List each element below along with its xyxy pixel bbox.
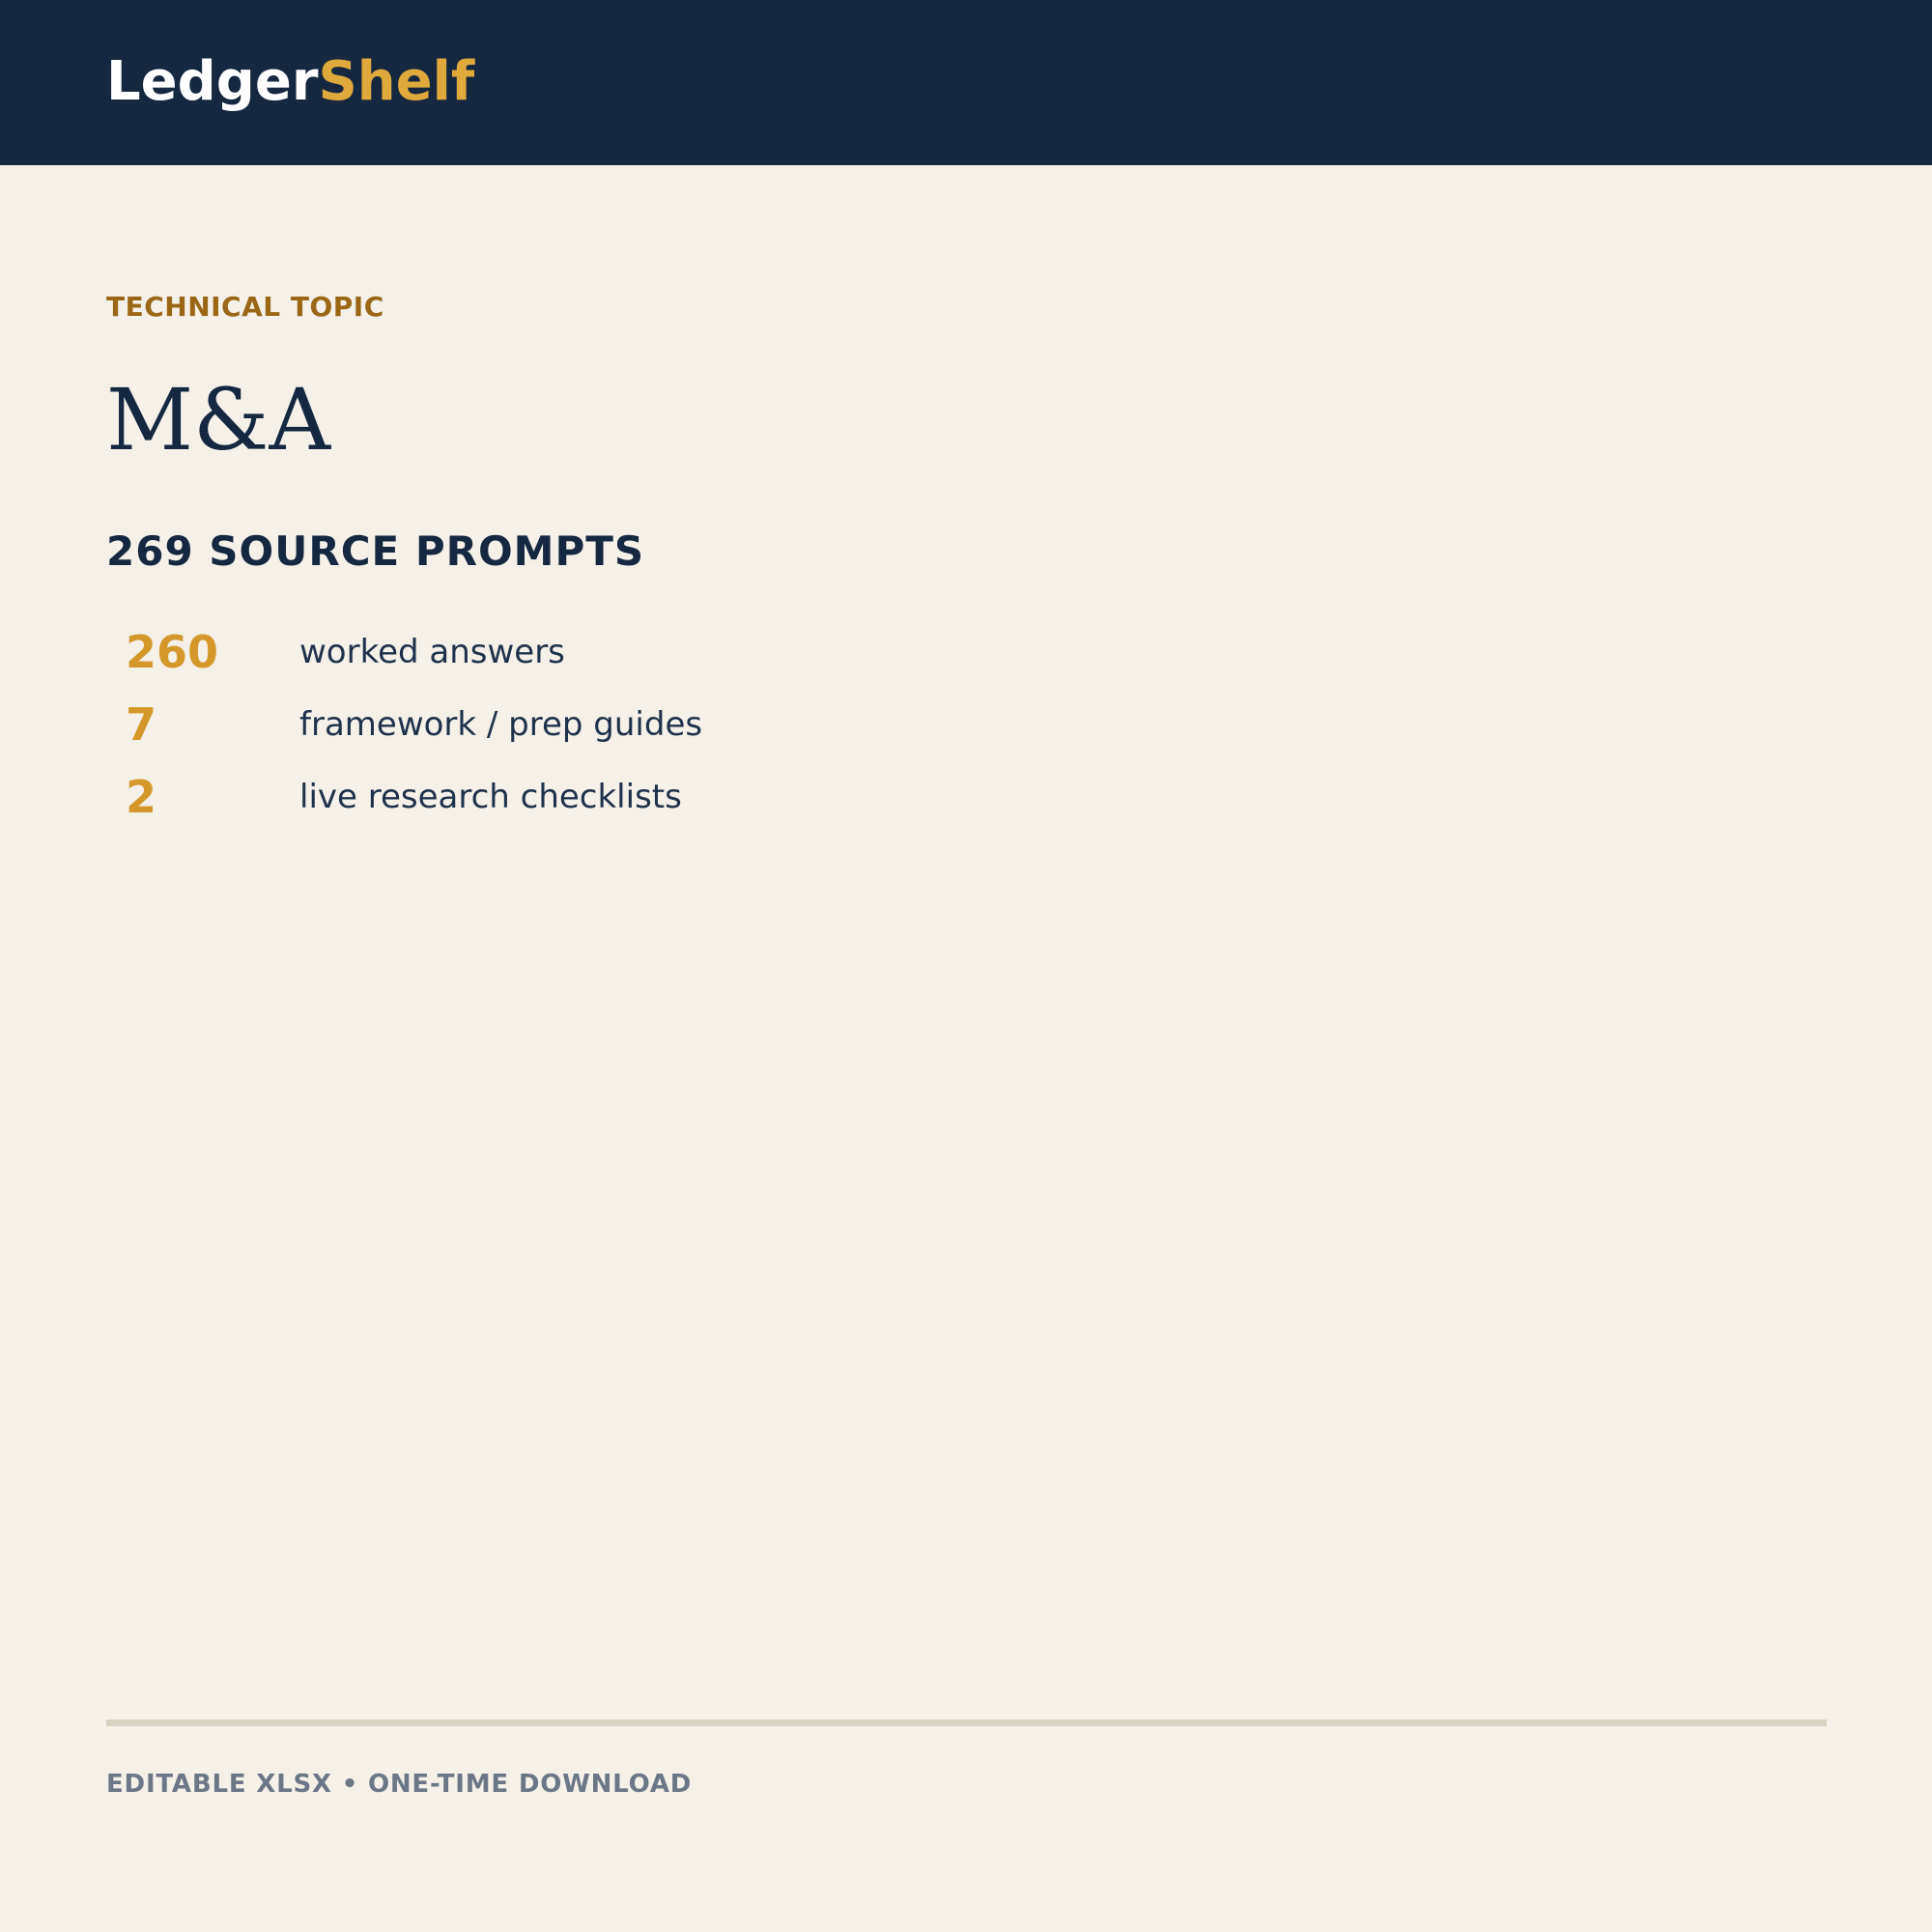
- header-bar: [0, 0, 1932, 165]
- stat-row-worked-answers: [126, 623, 995, 696]
- page-title: M&A: [106, 370, 330, 469]
- stat-value: 2: [126, 771, 157, 823]
- brand-logo[interactable]: [106, 48, 474, 116]
- source-prompts-count: 269 SOURCE PROMPTS: [106, 527, 645, 575]
- stat-row-research-checklists: [126, 768, 995, 840]
- stat-label: framework / prep guides: [299, 705, 703, 744]
- stat-label: worked answers: [299, 633, 565, 671]
- topic-eyebrow: TECHNICAL TOPIC: [106, 291, 384, 323]
- footer-note: EDITABLE XLSX • ONE-TIME DOWNLOAD: [106, 1770, 693, 1799]
- footer-divider: [106, 1719, 1827, 1726]
- stat-label: live research checklists: [299, 778, 682, 816]
- stat-row-framework-guides: [126, 696, 995, 768]
- stats-list: [126, 623, 995, 840]
- brand-name-part2: Shelf: [318, 50, 475, 113]
- stat-value: 260: [126, 626, 219, 678]
- stat-value: 7: [126, 698, 157, 751]
- brand-name-part1: Ledger: [106, 50, 319, 113]
